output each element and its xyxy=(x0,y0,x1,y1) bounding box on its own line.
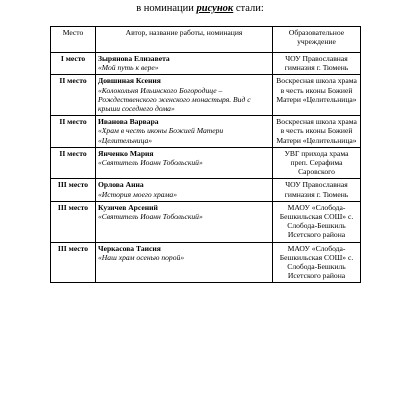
place-cell: II место xyxy=(51,75,96,116)
table-row xyxy=(51,179,361,201)
place-cell: I место xyxy=(51,53,96,75)
column-header-institution: Образовательное учреждение xyxy=(273,27,361,53)
nomination-heading xyxy=(0,2,400,15)
work-cell xyxy=(96,75,273,116)
institution-cell: Воскресная школа храма в честь иконы Божией Матери «Целительница» xyxy=(273,75,361,116)
table-row xyxy=(51,147,361,179)
author-name: Орлова Анна xyxy=(98,180,144,190)
place-cell: II место xyxy=(51,116,96,148)
institution-cell: Воскресная школа храма в честь иконы Божией Матери «Целительница» xyxy=(273,116,361,148)
work-cell xyxy=(96,116,273,148)
work-cell xyxy=(96,201,273,242)
author-name: Довшиная Ксения xyxy=(98,76,161,86)
author-name: Янченко Мария xyxy=(98,148,154,158)
table-row xyxy=(51,75,361,116)
institution-cell: МАОУ «Слобода-Бешкильская СОШ» с. Слобода-Бешкиль Исетского района xyxy=(273,201,361,242)
table-row xyxy=(51,116,361,148)
work-cell xyxy=(96,179,273,201)
institution-cell: ЧОУ Православная гимназия г. Тюмень xyxy=(273,179,361,201)
table-header-row xyxy=(51,27,361,53)
work-cell xyxy=(96,242,273,283)
work-title: «Наш храм осенью порой» xyxy=(98,252,185,262)
heading-suffix: стали: xyxy=(235,3,264,14)
author-name: Кузичев Арсений xyxy=(98,202,158,212)
winners-table xyxy=(50,26,361,283)
work-title: «Храм в честь иконы Божией Матери «Целительница» xyxy=(98,126,224,145)
table-row xyxy=(51,53,361,75)
place-cell: III место xyxy=(51,179,96,201)
column-header-author: Автор, название работы, номинация xyxy=(96,27,273,53)
institution-cell: МАОУ «Слобода-Бешкильская СОШ» с. Слобода-Бешкиль Исетского района xyxy=(273,242,361,283)
heading-nomination: рисунок xyxy=(196,3,234,14)
author-name: Зырянова Елизавета xyxy=(98,54,170,63)
institution-cell: ЧОУ Православная гимназия г. Тюмень xyxy=(273,53,361,75)
work-title: «Святитель Иоанн Тобольский» xyxy=(98,212,203,222)
place-cell: III место xyxy=(51,201,96,242)
work-cell xyxy=(96,53,273,75)
author-name: Иванова Варвара xyxy=(98,117,159,127)
work-title: «Колокольня Ильинского Богородице – Рождественского женского монастыря. Вид с крыши соседнего дома» xyxy=(98,85,251,114)
work-title: «Святитель Иоанн Тобольский» xyxy=(98,158,203,168)
table-row xyxy=(51,201,361,242)
column-header-place: Место xyxy=(51,27,96,53)
institution-cell: УВГ прихода храма преп. Серафима Саровского xyxy=(273,147,361,179)
work-title: «Мой путь к вере» xyxy=(98,63,159,73)
table-row xyxy=(51,242,361,283)
heading-prefix: в номинации xyxy=(136,3,194,14)
work-cell xyxy=(96,147,273,179)
work-title: «История моего храма» xyxy=(98,189,178,199)
place-cell: III место xyxy=(51,242,96,283)
author-name: Черкасова Таисия xyxy=(98,243,161,253)
place-cell: II место xyxy=(51,147,96,179)
